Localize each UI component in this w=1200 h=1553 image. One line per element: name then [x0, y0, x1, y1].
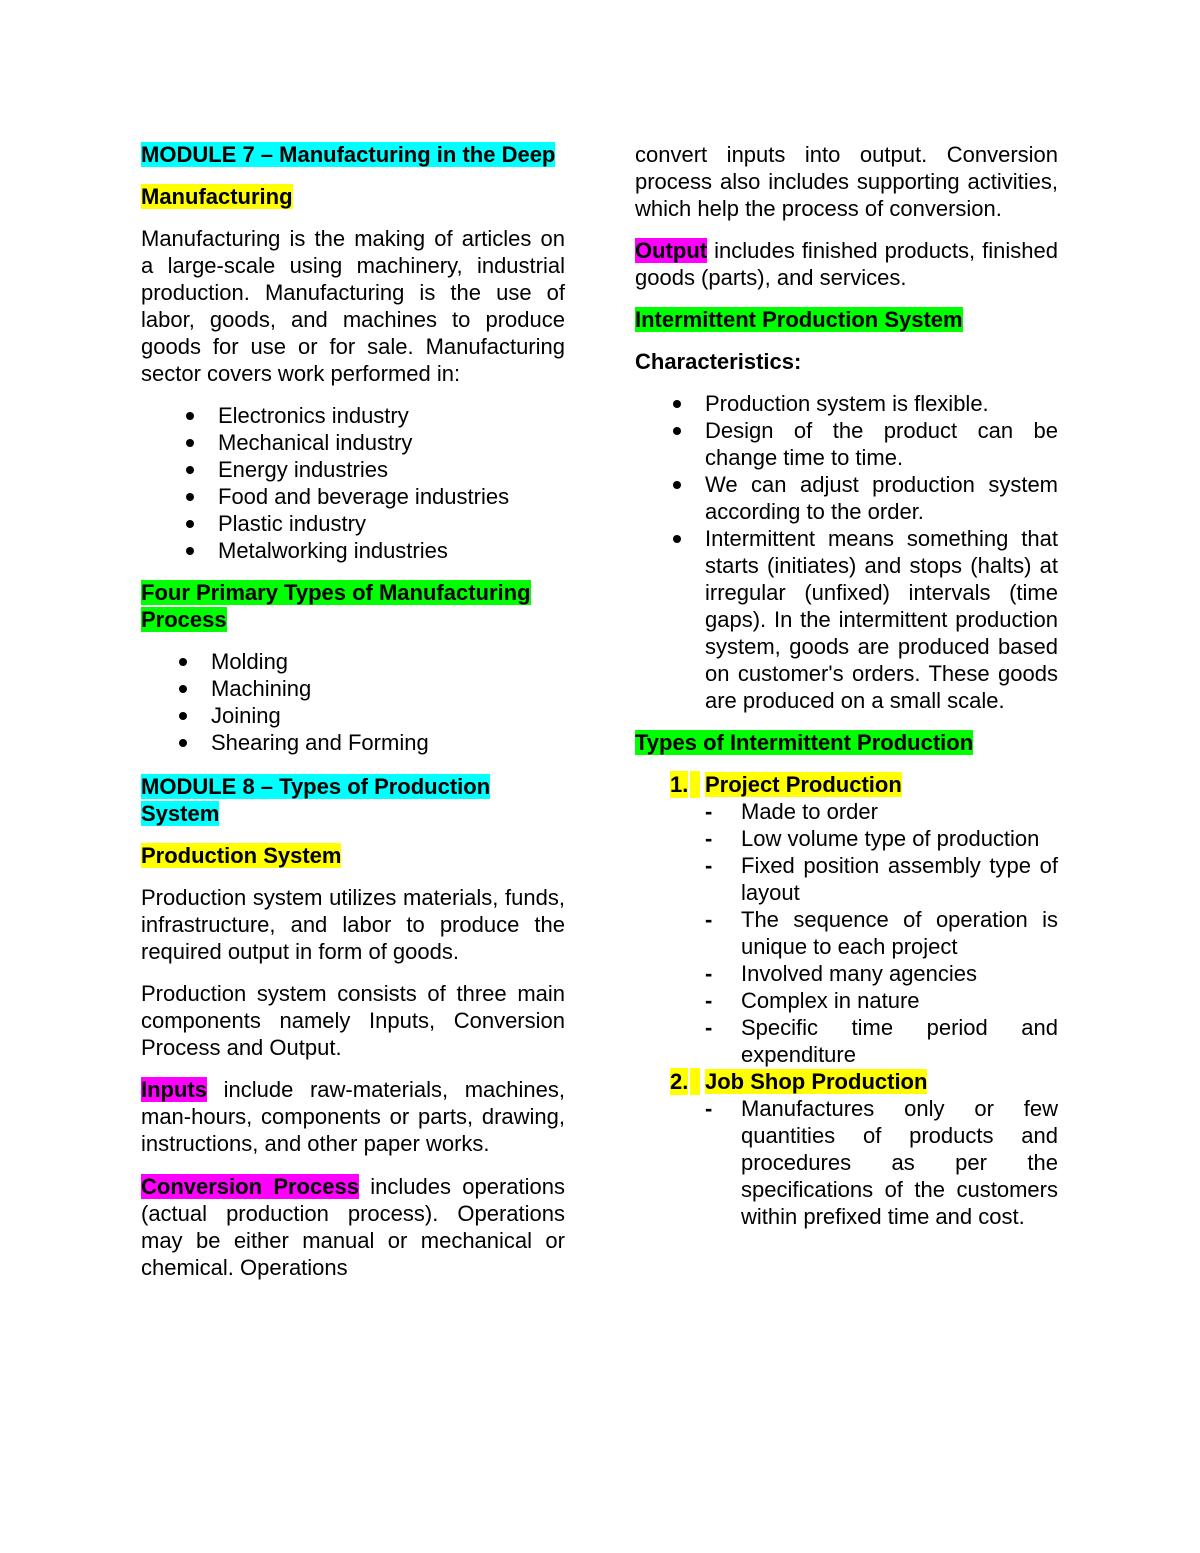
production-system-paragraph-2: Production system consists of three main components namely Inputs, Conversion Process and Output.	[141, 981, 565, 1060]
output-label: Output	[635, 238, 708, 263]
list-item: Shearing and Forming	[141, 729, 565, 756]
left-column	[141, 141, 565, 1281]
type-number: 1.	[670, 772, 689, 797]
list-item: Mechanical industry	[141, 429, 565, 456]
production-system-paragraph-1: Production system utilizes materials, funds, infrastructure, and labor to produce the required output in form of goods.	[141, 885, 565, 964]
manufacturing-heading: Manufacturing	[141, 184, 293, 209]
list-item: Plastic industry	[141, 510, 565, 537]
list-item: - Fixed position assembly type of layout	[635, 852, 1058, 906]
list-item: Molding	[141, 648, 565, 675]
type-points	[635, 1095, 1058, 1230]
manufacturing-paragraph: Manufacturing is the making of articles on a large-scale using machinery, industrial production. Manufacturing is the use of labor, goods, and machines to produce goods for use or for sale. Manufacturing sector covers work performed in:	[141, 226, 565, 386]
production-system-heading: Production System	[141, 843, 342, 868]
module-8-title: MODULE 8 – Types of Production System	[141, 774, 491, 826]
four-types-heading: Four Primary Types of Manufacturing Process	[141, 580, 531, 632]
type-title: 2. Job Shop Production	[670, 1069, 928, 1094]
list-item: We can adjust production system according to the order.	[635, 471, 1058, 525]
list-item: Machining	[141, 675, 565, 702]
list-item: Metalworking industries	[141, 537, 565, 564]
list-item: - Specific time period and expenditure	[635, 1014, 1058, 1068]
process-types-list	[141, 648, 565, 756]
sectors-list	[141, 402, 565, 564]
list-item: - Low volume type of production	[635, 825, 1058, 852]
types-heading: Types of Intermittent Production	[635, 730, 974, 755]
list-item: - Made to order	[635, 798, 1058, 825]
inputs-paragraph: Inputs include raw-materials, machines, man-hours, components or parts, drawing, instructions, and other paper works.	[141, 1077, 565, 1156]
list-item: Design of the product can be change time to time.	[635, 417, 1058, 471]
output-paragraph: Output includes finished products, finished goods (parts), and services.	[635, 238, 1058, 290]
conversion-paragraph: Conversion Process includes operations (actual production process). Operations may be either manual or mechanical or chemical. Operations	[141, 1174, 565, 1280]
list-item: - Involved many agencies	[635, 960, 1058, 987]
list-item: - Complex in nature	[635, 987, 1058, 1014]
list-item: Intermittent means something that starts (initiates) and stops (halts) at irregular (unfixed) intervals (time gaps). In the intermittent production system, goods are produced based on customer's orders. These goods are produced on a small scale.	[635, 525, 1058, 714]
list-item: Electronics industry	[141, 402, 565, 429]
type-title: 1. Project Production	[670, 772, 902, 797]
list-item: Energy industries	[141, 456, 565, 483]
type-item	[635, 771, 1058, 1068]
inputs-label: Inputs	[141, 1077, 207, 1102]
characteristics-label: Characteristics:	[635, 349, 802, 374]
list-item: Food and beverage industries	[141, 483, 565, 510]
list-item: - The sequence of operation is unique to each project	[635, 906, 1058, 960]
types-list	[635, 771, 1058, 1230]
list-item: Production system is flexible.	[635, 390, 1058, 417]
module-7-title: MODULE 7 – Manufacturing in the Deep	[141, 142, 556, 167]
type-number: 2.	[670, 1069, 689, 1094]
conversion-label: Conversion Process	[141, 1174, 359, 1199]
type-item	[635, 1068, 1058, 1230]
intermittent-heading: Intermittent Production System	[635, 307, 963, 332]
characteristics-list	[635, 390, 1058, 714]
list-item: - Manufactures only or few quantities of products and procedures as per the specifications of the customers within prefixed time and cost.	[635, 1095, 1058, 1230]
list-item: Joining	[141, 702, 565, 729]
type-points	[635, 798, 1058, 1068]
right-column	[635, 141, 1058, 1230]
conversion-continued: convert inputs into output. Conversion process also includes supporting activities, which help the process of conversion.	[635, 142, 1058, 221]
